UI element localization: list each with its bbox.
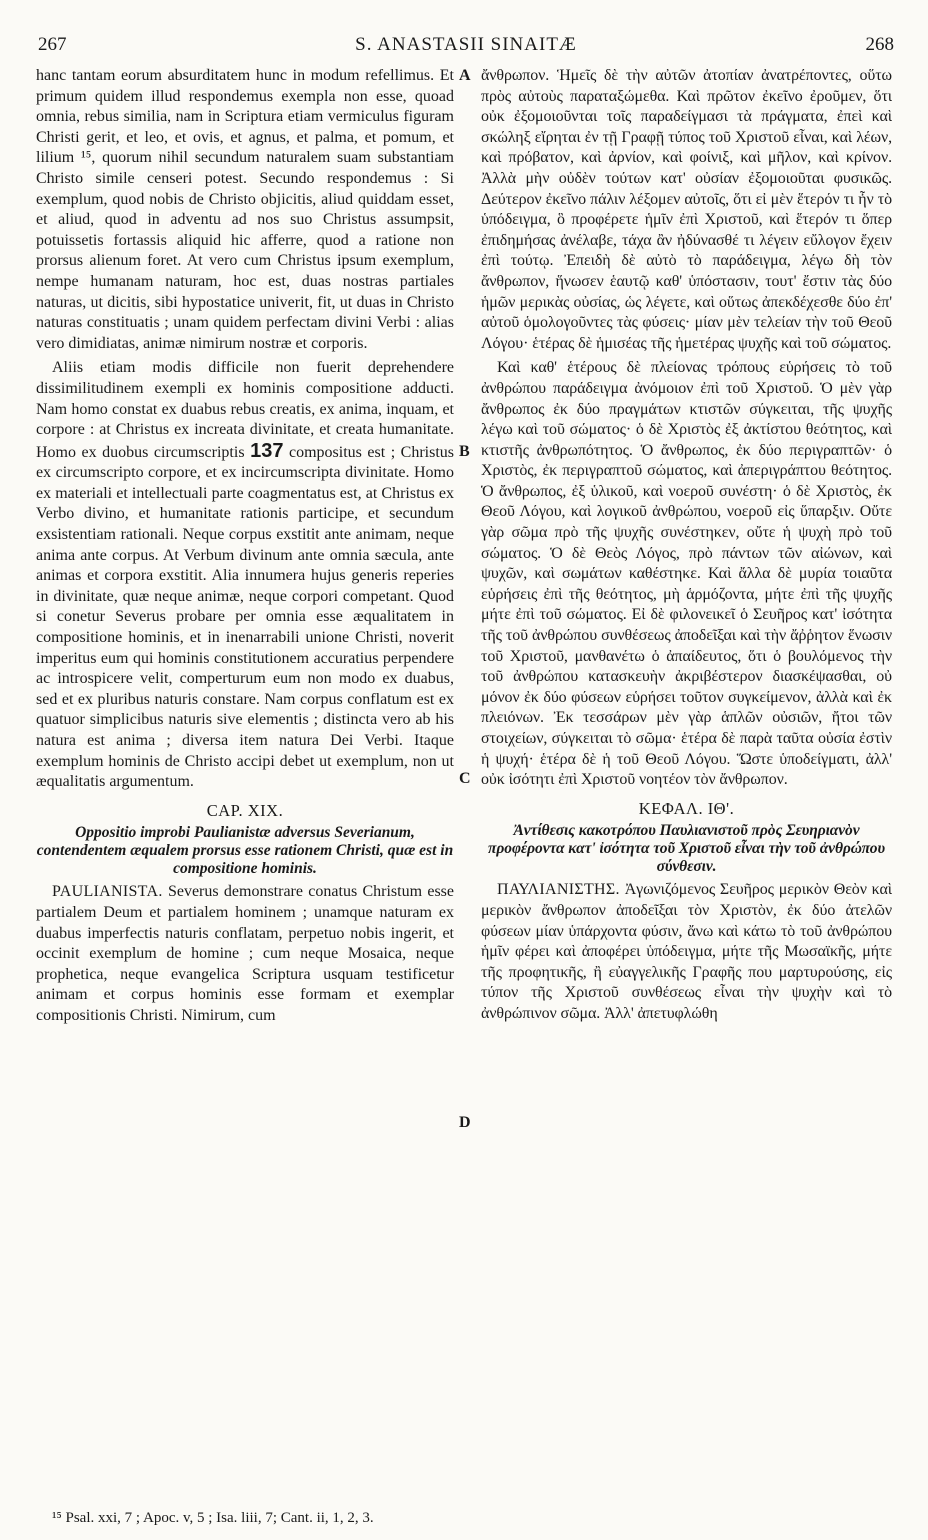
latin-paragraph: [36, 882, 454, 1026]
latin-paragraph: hanc tantam eorum absurditatem hunc in modum refellimus. Et primum quidem illud respondemus exempla non esse, quoad omnia, rebus similia, nam in Scriptura etiam vermiculus figuram Christi gerit, et leo, et ovis, et agnus, et palma, et pomum, et lilium ¹⁵, quorum nihil secundum naturalem suam substantiam Christo simile censeri potest. Secundo respondemus : Si exemplum, quod nobis de Christo objicitis, aliud quiddam esset, et aliud, quod in adventu ad nos suo Christus assumpsit, potuissetis fortassis aliquid hic afferre, quod a ratione non prorsus alienum foret. At vero cum Christus ipsum exemplum, nempe humanam naturam, hoc est, duas nostras partiales naturas, ut dicitis, sibi hypostatice univerit, fit, ut duas in Christo naturas constituatis ; unam quidem perfectam divini Verbi : alias vero dimidiatas, animæ nimirum nostræ et corporis.: [36, 67, 454, 352]
greek-paragraph: [481, 880, 892, 1024]
latin-text: Severus demonstrare conatus Christum esse partialem Deum et partialem hominem ; unamque naturam ex duabus imperfectis naturis conflatam, perpetuo nobis ingerit, et occinit exemplum de homine ; cum neque Mosaica, neque prophetica, neque evangelica Scriptura usquam testificetur animam et corpus hominis esse formam et exemplar compositionis Christi. Nimirum, cum: [36, 883, 455, 1024]
running-title: S. ANASTASII SINAITÆ: [355, 34, 577, 55]
latin-column: [36, 66, 454, 1027]
latin-text: compositus est ; Christus ex circumscripto corpore, et ex incircumscripta divinitate. Homo ex materiali et intellectuali parte coagmentatus est, at Christus ex Verbo divino, et humanitate rationis participe, et secundum exsistentiam rationali. Neque corpus exstitit ante animam, neque anima ante corpus. At Verbum divinum ante omnia sæcula, ante animas et corpora exstitit. Alia innumera hujus generis reperies in divinitate, quæ neque animæ, neque corpori competant. Quod si conetur Severus probare per omnia esse æqualitatem in compositione hominis, et in inenarrabili unione Christi, noverit imperitus eum qui hominis constitutionem accuratius perpendere ac introspicere velit, comperturum eum non modo ex duabus, sed et ex pluribus naturis constare. Nam corpus conflatum est ex quatuor simplicibus naturis sive elementis ; distincta vero ab his natura est anima ; diversa item natura Dei Verbi. Itaque exemplum hominis de Christo accipi debet ut exemplum, non ut æqualitatis argumentum.: [36, 443, 455, 791]
greek-paragraph: ἄνθρωπον. Ἡμεῖς δὲ τὴν αὐτῶν ἀτοπίαν ἀνατρέποντες, οὕτω πρὸς αὐτοὺς παραταξώμεθα. Καὶ πρῶτον ἐκεῖνο ἐροῦμεν, ὅτι οὐκ ἐξομοιοῦνται τοῖς παραδείγμασι τὰ πράγματα, ἐπεὶ καὶ σκώληξ εἴρηται ἐν τῇ Γραφῇ τύπος τοῦ Χριστοῦ εἶναι, καὶ λέων, καὶ πρόβατον, καὶ ἀρνίον, καὶ φοίνιξ, καὶ μῆλον, καὶ κρίνον. Ἀλλὰ μὴν οὐδὲν τούτων κατ' οὐσίαν ἐξομοιοῦται φυσικῶς. Δεύτερον ἐκεῖνο πάλιν λέξομεν αὐτοῖς, ὅτι εἰ μὲν ἕτερόν τι ἦν τὸ ὑπόδειγμα, ὃ προφέρετε ἡμῖν ἐπὶ Χριστοῦ, καὶ ἕτερόν τι ὅπερ ἐπιδημήσας ἀνέλαβε, τάχα ἂν ἠδύνασθέ τι λέγειν εὔλογον ἔχειν ἐπὶ τούτῳ. Ἐπειδὴ δὲ αὐτὸ τὸ παράδειγμα, λέγω δὴ τὸν ἄνθρωπον, ἥνωσεν ἑαυτῷ καθ' ὑπόστασιν, τουτ' ἔστιν τὰς δύο ἡμῶν μερικὰς οὐσίας, ὡς λέγετε, καὶ οὕτως ἀπεκδέχεσθε δύο ἐπ' αὐτοῦ ὁμολογοῦντες τὰς φύσεις· μίαν μὲν τελείαν τὴν τοῦ Θεοῦ Λόγου· ἑτέρας δὲ ἡμισέας τῆς ἡμετέρας ψυχῆς καὶ τοῦ σώματος.: [481, 67, 892, 352]
margin-marker-d: D: [459, 1114, 471, 1131]
margin-marker-b: B: [459, 443, 470, 460]
greek-paragraph: Καὶ καθ' ἑτέρους δὲ πλείονας τρόπους εὑρήσεις τὸ τοῦ ἀνθρώπου παράδειγμα ἀνόμοιον ἐπὶ τοῦ Χριστοῦ. Ὁ μὲν γὰρ ἄνθρωπος ἐκ δύο πραγμάτων κτιστῶν σύγκειται, τῆς ψυχῆς λέγω καὶ τοῦ σώματος· ὁ δὲ Χριστὸς ἐξ ἀκτίστου θεότητος, καὶ κτιστῆς ἀνθρωπότητος. Ὁ ἄνθρωπος, ἐκ δύο περιγραπτῶν· ὁ Χριστὸς, ἐκ περιγραπτοῦ σώματος, καὶ ἀπεριγράπτου θεότητος. Ὁ ἄνθρωπος, ἐξ ὑλικοῦ, καὶ νοεροῦ συνέστη· ὁ δὲ Χριστὸς, ἐκ Θεοῦ Λόγου, καὶ λογικοῦ ἀνθρώπου, νοεροῦ εἰς ὕπαρξιν. Οὔτε γὰρ σῶμα πρὸ τῆς ψυχῆς συνέστηκεν, οὔτε ἡ ψυχὴ πρὸ τοῦ σώματος. Ὁ δὲ Θεὸς Λόγος, πρὸ πάντων τῶν αἰώνων, καὶ ψυχῶν, καὶ σωμάτων καθέστηκε. Καὶ ἄλλα δὲ μυρία τοιαῦτα εὑρήσεις ἐπὶ τῆς θεότητος, μὴ ἁρμόζοντα, μήτε ἐπὶ τῆς ψυχῆς μήτε ἐπὶ τοῦ σώματος. Εἰ δὲ φιλονεικεῖ ὁ Σευῆρος κατ' ἰσότητα τῆς τοῦ ἀνθρώπου συνθέσεως ἀποδεῖξαι καὶ τὴν ἄῤῥητον ἕνωσιν τοῦ Χριστοῦ, μανθανέτω ὁ ἀπαίδευτος, ὅτι ὁ βουλόμενος τὴν τοῦ ἀνθρώπου κατασκευὴν ἀκριβέστερον διασκέψασθαι, οὐ μόνον ἐκ δύο φύσεων εὑρήσει τοῦτον συγκείμενον, ἀλλὰ καὶ ἐκ πλειόνων. Ἐκ τεσσάρων μὲν γὰρ ἁπλῶν οὐσιῶν, ἤτοι τῶν στοιχείων, σύγκειται τὸ σῶμα· ἑτέρα δὲ παρὰ ταῦτα οὐσία ἐστὶν ἡ ψυχή· ἑτέρα δὲ ἡ τοῦ Θεοῦ Λόγου. Ὥστε ὑποδείγματι, ἀλλ' οὐκ ἰσότητι ἐπὶ Χριστοῦ νοητέον τὸν ἄνθρωπον.: [481, 359, 892, 789]
speaker-label: PAULIANISTA.: [52, 883, 163, 901]
margin-marker-a: A: [459, 67, 471, 84]
speaker-label: ΠΑΥΛΙΑΝΙΣΤΗΣ.: [497, 881, 620, 899]
footnote: ¹⁵ Psal. xxi, 7 ; Apoc. v, 5 ; Isa. liii, 7; Cant. ii, 1, 2, 3.: [52, 1510, 374, 1526]
page-number-left: 267: [38, 34, 67, 55]
latin-text: Aliis etiam modis difficile non fuerit deprehendere dissimilitudinem exempli ex hominis compositione adducti. Nam homo constat ex duabus rebus creatis, ex anima, inquam, et corpore : at Christus ex increata divinitate, et creata humanitate. Homo ex duobus circumscriptis: [36, 359, 454, 461]
greek-column: [481, 66, 892, 1025]
chapter-heading: ΚΕΦΑΛ. ΙΘ'.: [638, 798, 735, 818]
chapter-heading: CAP. XIX.: [206, 800, 284, 820]
greek-text: Ἀγωνιζόμενος Σευῆρος μερικὸν Θεὸν καὶ μερικὸν ἄνθρωπον ἀποδεῖξαι τὸν Χριστὸν, ἐκ δύο ἀτελῶν φύσεων μίαν ὑπάρχοντα φύσιν, ἄνω καὶ κάτω τὸ τοῦ ἀνθρώπου ἡμῖν φέρει καὶ ἀποφέρει ὑπόδειγμα, μήτε τῆς Μωσαϊκῆς, μήτε τῆς προφητικῆς, ἢ εὐαγγελικῆς Γραφῆς που μαρτυρούσης, εἰς τύπον τῆς Χριστοῦ συνθέσεως εἶναι τὴν ψυχὴν καὶ τὸ ἀνθρώπινον σῶμα. Ἀλλ' ἀπετυφλώθη: [481, 881, 892, 1022]
chapter-summary: Oppositio improbi Paulianistæ adversus Severianum, contendentem æqualem prorsus esse rationem Christi, quæ est in compositione hominis.: [36, 824, 454, 878]
margin-marker-c: C: [459, 770, 471, 787]
chapter-summary: Ἀντίθεσις κακοτρόπου Παυλιανιστοῦ πρὸς Σευηριανὸν προφέροντα κατ' ἰσότητα τοῦ Χριστοῦ εἶναι τὴν τοῦ ἀνθρώπου σύνθεσιν.: [488, 822, 885, 876]
latin-paragraph: [36, 358, 454, 792]
running-header: [30, 34, 902, 60]
column-number: 137: [250, 439, 284, 462]
page-number-right: 268: [865, 34, 894, 55]
